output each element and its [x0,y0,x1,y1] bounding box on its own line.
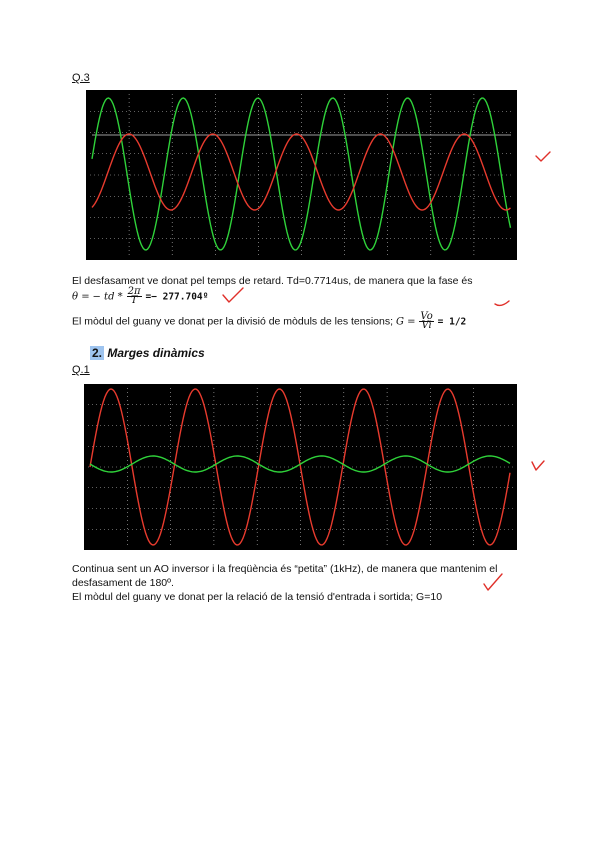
fraction-denominator: T [130,295,138,306]
gain-ratio-text: El mòdul del guany ve donat per la relació de la tensió d'entrada i sortida; G=10 [72,591,443,603]
oscilloscope-capture-1 [86,90,517,260]
check-mark-icon [482,572,504,592]
section-heading [90,346,205,360]
inverter-explanation-text: Continua sent un AO inversor i la freqüència és “petita” (1kHz), de manera que mantenim el desfasament de 180º. [72,563,498,589]
fraction-numerator: 2π [127,286,141,297]
gain-explanation-text: El mòdul del guany ve donat per la divisió de mòduls de les tensions; [72,315,394,328]
formula-lhs: θ = [72,291,90,303]
gain-fraction [419,313,433,330]
gain-formula-lhs: G = [395,316,416,328]
gain-denominator: Vi [421,320,432,331]
oscilloscope-plot-2 [84,384,517,550]
check-mark-icon [220,285,246,305]
gain-formula-result: = 1/2 [437,316,467,328]
gain-numerator: Vo [420,311,433,322]
formula-result: =− 277.704º [145,291,209,303]
phase-explanation-text: El desfasament ve donat pel temps de retard. Td=0.7714us, de manera que la fase és [72,275,473,287]
section-title: Marges dinàmics [107,346,205,360]
check-mark-icon [530,458,546,474]
oscilloscope-plot-1 [86,90,517,260]
question-label-q1: Q.1 [72,364,90,376]
green-trace-input [90,456,510,472]
check-mark-icon [493,298,511,310]
formula-term: − td * [92,291,123,303]
check-mark-icon [534,150,552,164]
formula-fraction [127,288,142,305]
phase-formula [72,288,208,305]
oscilloscope-capture-2 [84,384,517,550]
section-number: 2. [92,346,103,360]
question-label-q3: Q.3 [72,72,90,84]
gain-explanation-line [72,313,466,330]
red-trace-output [90,389,510,545]
